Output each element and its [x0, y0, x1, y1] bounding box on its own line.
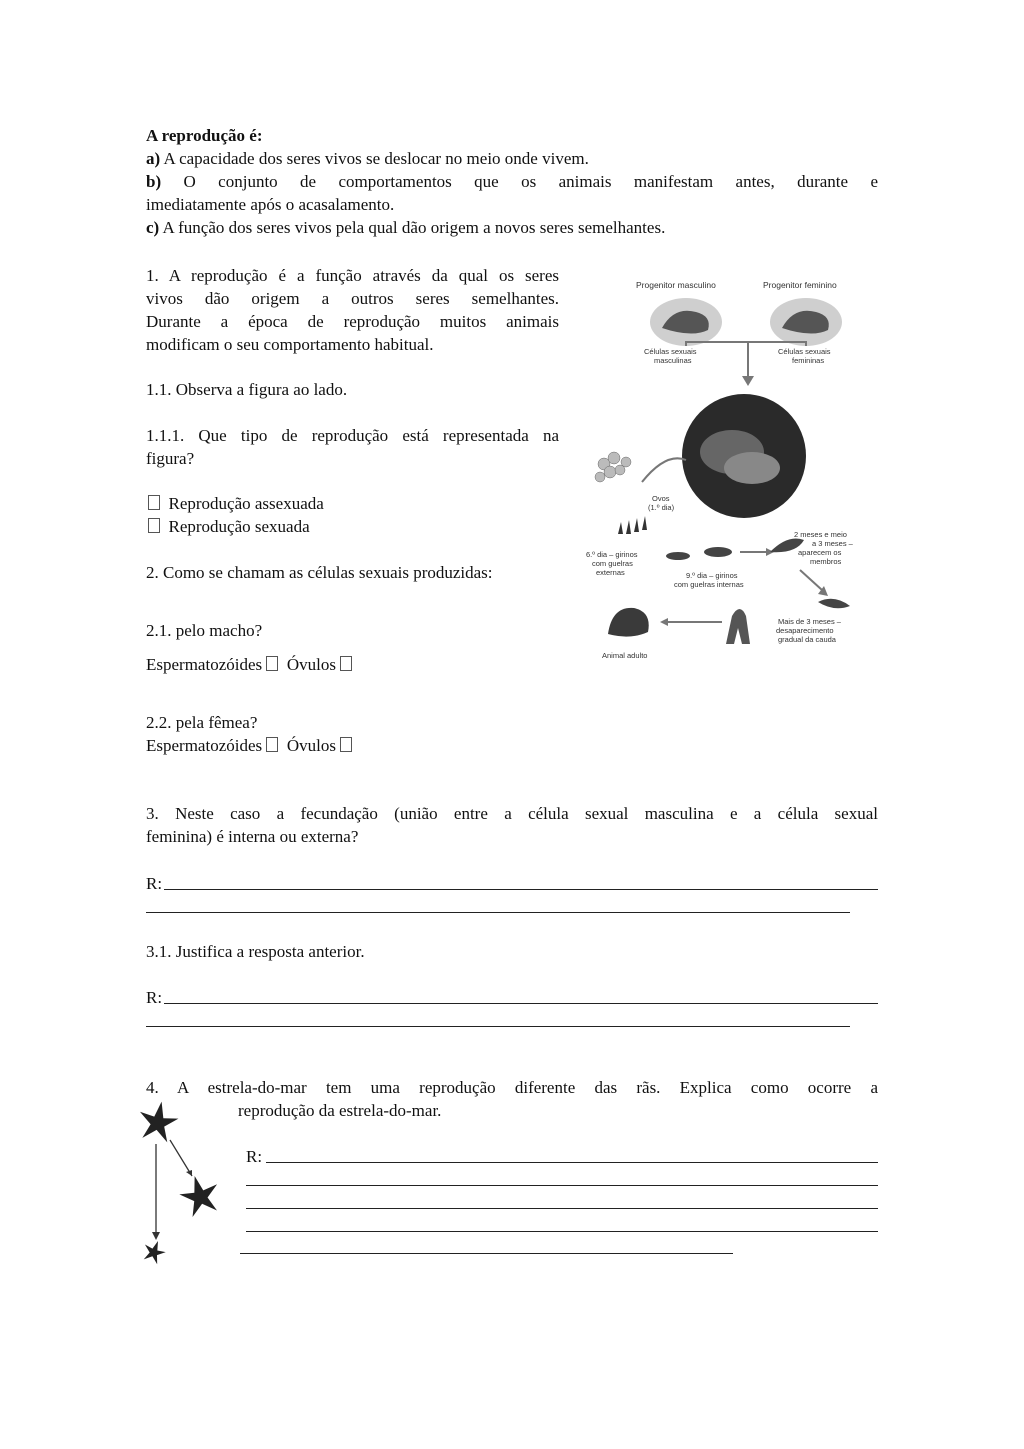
- q2-1-text: 2.1. pelo macho?: [146, 621, 263, 640]
- q3-answer-label: R:: [146, 874, 163, 893]
- q4-answer-line-2[interactable]: [246, 1185, 878, 1186]
- svg-text:femininas: femininas: [792, 356, 825, 365]
- svg-text:desaparecimento: desaparecimento: [776, 626, 834, 635]
- q1-line-3: Durante a época de reprodução muitos animais: [146, 312, 559, 331]
- svg-text:Mais de 3 meses –: Mais de 3 meses –: [778, 617, 841, 626]
- q3-text: [146, 802, 878, 848]
- q1-1-1: [146, 424, 559, 470]
- q3-1-answer-label: R:: [146, 988, 163, 1007]
- label-male: Progenitor masculino: [636, 280, 716, 290]
- q1-1-1-line-1: 1.1.1. Que tipo de reprodução está representada na: [146, 426, 559, 445]
- starfish-icon-2: [176, 1171, 224, 1219]
- svg-text:membros: membros: [810, 557, 842, 566]
- svg-text:Células sexuais: Células sexuais: [644, 347, 697, 356]
- q2-1-opt-esperm: Espermatozóides: [146, 655, 263, 674]
- svg-text:externas: externas: [596, 568, 625, 577]
- q4-text: [146, 1076, 878, 1122]
- svg-text:9.º dia – girinos: 9.º dia – girinos: [686, 571, 738, 580]
- svg-text:Células sexuais: Células sexuais: [778, 347, 831, 356]
- option-c-letter: c): [146, 218, 160, 237]
- arrow-head-2: [152, 1232, 160, 1240]
- svg-text:aparecem os: aparecem os: [798, 548, 842, 557]
- q1-line-1: 1. A reprodução é a função através da qual os seres: [146, 266, 559, 285]
- q3-answer-line-1[interactable]: [164, 889, 878, 890]
- svg-text:com guelras: com guelras: [592, 559, 633, 568]
- q2-1-opt-ovulos: Óvulos: [286, 655, 337, 674]
- q3-line-2: feminina) é interna ou externa?: [146, 827, 359, 846]
- svg-text:6.º dia – girinos: 6.º dia – girinos: [586, 550, 638, 559]
- svg-text:Animal adulto: Animal adulto: [602, 651, 648, 660]
- svg-text:Ovos: Ovos: [652, 494, 670, 503]
- q1-line-2: vivos dão origem a outros seres semelhantes.: [146, 289, 559, 308]
- q2-1-options: [146, 653, 352, 676]
- option-sexuada: Reprodução sexuada: [168, 517, 310, 536]
- option-a-text: A capacidade dos seres vivos se deslocar no meio onde vivem.: [163, 149, 589, 168]
- q4-line-1: 4. A estrela-do-mar tem uma reprodução diferente das rãs. Explica como ocorre a: [146, 1078, 878, 1097]
- intro-title: A reprodução é:: [146, 126, 263, 145]
- svg-text:masculinas: masculinas: [654, 356, 692, 365]
- checkbox-sexuada[interactable]: [148, 518, 160, 533]
- q1-options: [148, 492, 324, 538]
- option-b-letter: b): [146, 172, 162, 191]
- q2-2-opt-esperm: Espermatozóides: [146, 736, 263, 755]
- svg-text:2 meses e meio: 2 meses e meio: [794, 530, 847, 539]
- q2-2-checkbox-esperm[interactable]: [266, 737, 278, 752]
- q4-answer-line-5[interactable]: [240, 1253, 733, 1254]
- option-assexuada: Reprodução assexuada: [168, 494, 324, 513]
- q4-answer-label: R:: [246, 1147, 263, 1166]
- q3-1-text: 3.1. Justifica a resposta anterior.: [146, 942, 365, 961]
- svg-text:com guelras internas: com guelras internas: [674, 580, 744, 589]
- intro-block: [146, 124, 878, 239]
- option-b-text-cont: imediatamente após o acasalamento.: [146, 195, 395, 214]
- starfish-icon-1: [136, 1100, 181, 1144]
- q1-line-4: modificam o seu comportamento habitual.: [146, 335, 434, 354]
- q4-answer-line-1[interactable]: [266, 1162, 878, 1163]
- q3-line-1: 3. Neste caso a fecundação (união entre a célula sexual masculina e a célula sexual: [146, 804, 878, 823]
- q2-2-checkbox-ovulos[interactable]: [340, 737, 352, 752]
- q3-answer-line-2[interactable]: [146, 912, 850, 913]
- svg-text:a 3 meses –: a 3 meses –: [812, 539, 853, 548]
- q4-answer-line-4[interactable]: [246, 1231, 878, 1232]
- option-c-text: A função dos seres vivos pela qual dão origem a novos seres semelhantes.: [162, 218, 666, 237]
- q2-2-opt-ovulos: Óvulos: [286, 736, 337, 755]
- frog-life-cycle-figure: [582, 272, 878, 664]
- q2-1-checkbox-ovulos[interactable]: [340, 656, 352, 671]
- q4-answer-line-3[interactable]: [246, 1208, 878, 1209]
- q3-1-answer-line-2[interactable]: [146, 1026, 850, 1027]
- q2-title: 2. Como se chamam as células sexuais produzidas:: [146, 563, 493, 582]
- starfish-illustration: [132, 1100, 232, 1270]
- arrow-line-1: [170, 1140, 192, 1176]
- q2-2-options: [146, 734, 352, 757]
- q1-paragraph: [146, 264, 559, 356]
- q3-1-answer-line-1[interactable]: [164, 1003, 878, 1004]
- option-b-text: O conjunto de comportamentos que os animais manifestam antes, durante e: [183, 172, 878, 191]
- q4-line-2: reprodução da estrela-do-mar.: [238, 1101, 442, 1120]
- q2-2-text: 2.2. pela fêmea?: [146, 713, 258, 732]
- q2-1-checkbox-esperm[interactable]: [266, 656, 278, 671]
- svg-text:gradual da cauda: gradual da cauda: [778, 635, 836, 644]
- checkbox-assexuada[interactable]: [148, 495, 160, 510]
- svg-text:(1.º dia): (1.º dia): [648, 503, 675, 512]
- q1-1-text: 1.1. Observa a figura ao lado.: [146, 380, 348, 399]
- label-female: Progenitor feminino: [763, 280, 837, 290]
- starfish-icon-3: [140, 1237, 168, 1265]
- option-a-letter: a): [146, 149, 161, 168]
- q1-1-1-line-2: figura?: [146, 449, 195, 468]
